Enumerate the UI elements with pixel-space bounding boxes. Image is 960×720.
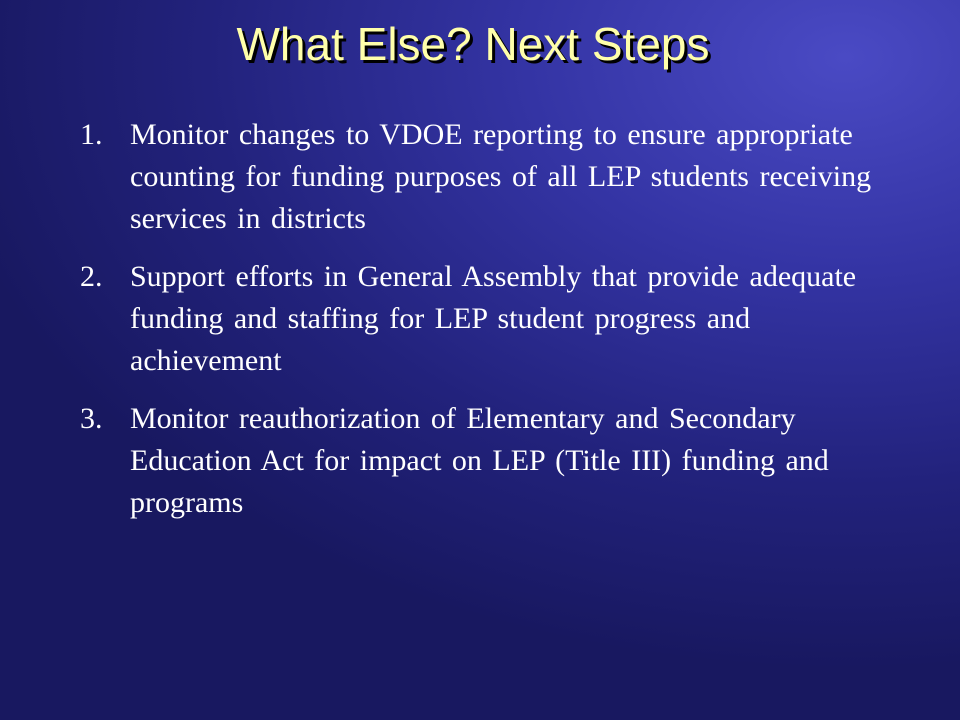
list-item — [80, 114, 900, 240]
list-item-number: 1. — [80, 118, 103, 151]
slide-title: What Else? Next Steps — [236, 18, 710, 70]
list-item-number: 2. — [80, 260, 103, 293]
list-item — [80, 256, 900, 382]
list-item — [80, 398, 900, 524]
list-item-number: 3. — [80, 402, 103, 435]
list-item-text: Monitor reauthorization of Elementary and Secondary Education Act for impact on LEP (Title III) funding and programs — [130, 402, 829, 519]
next-steps-list — [80, 114, 900, 540]
list-item-text: Support efforts in General Assembly that provide adequate funding and staffing for LEP student progress and achievement — [130, 260, 857, 377]
list-item-text: Monitor changes to VDOE reporting to ensure appropriate counting for funding purposes of all LEP students receiving services in districts — [130, 118, 872, 235]
